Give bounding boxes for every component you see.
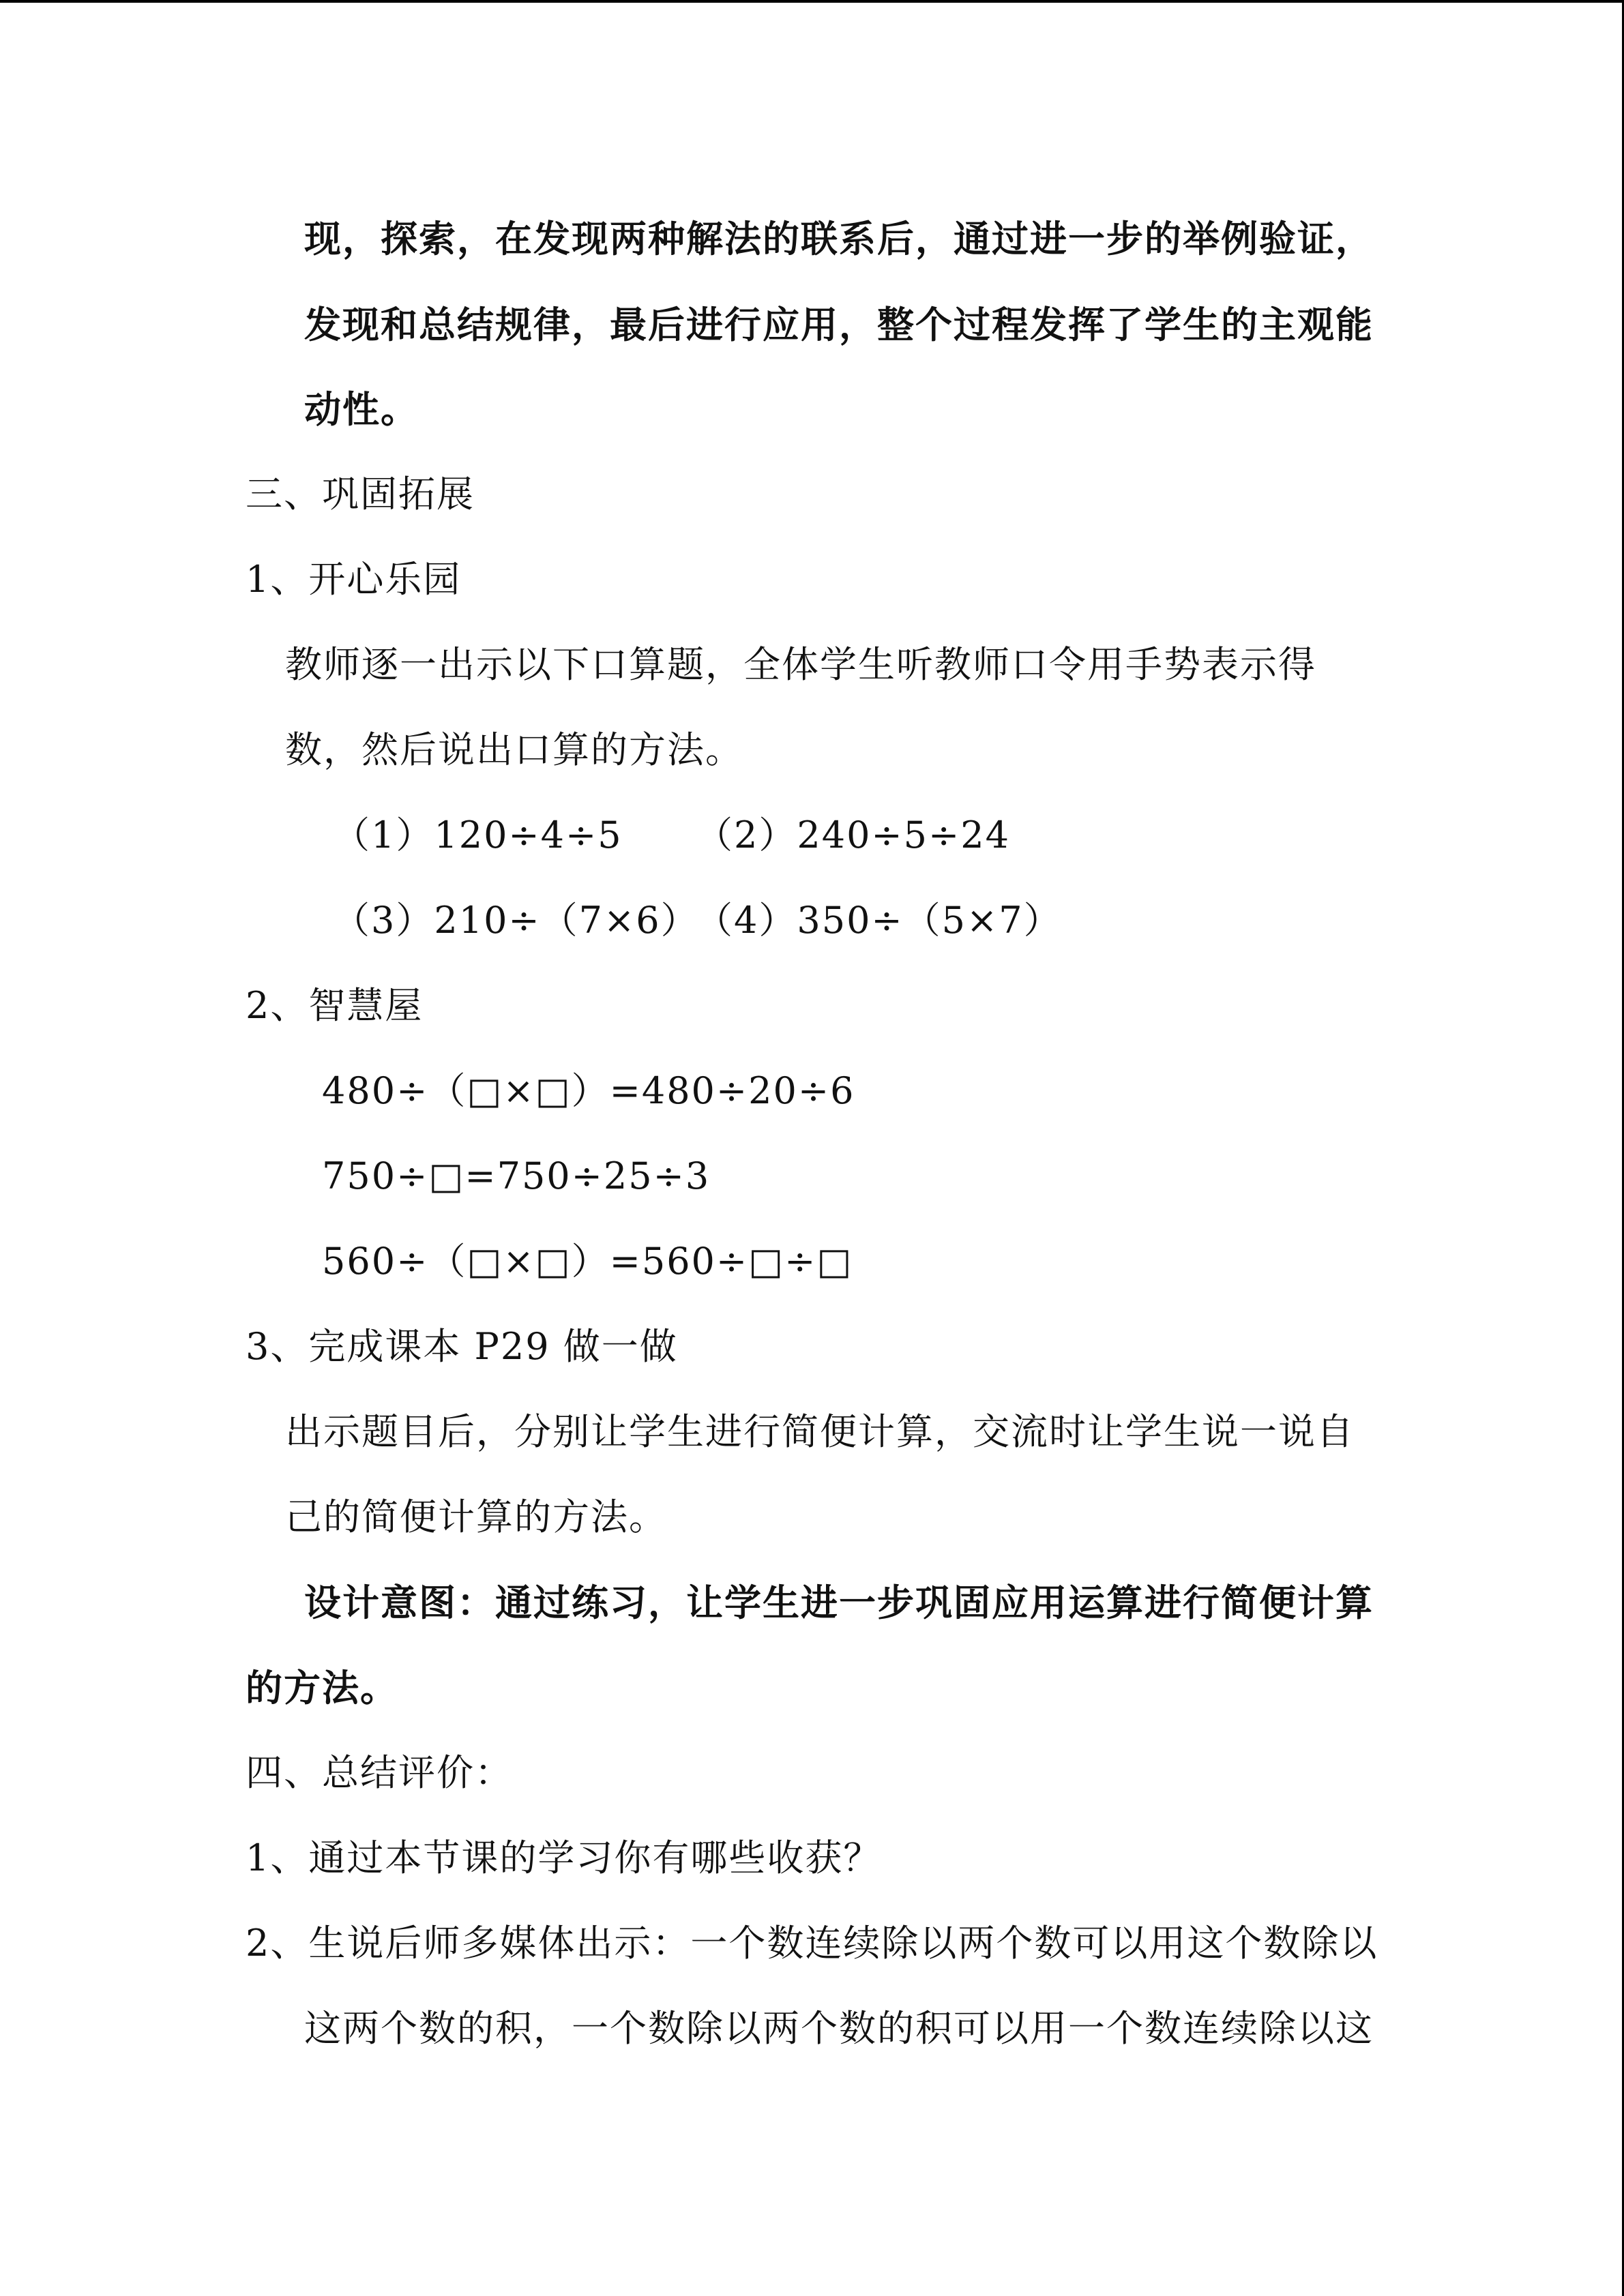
fill-in-equation-2: 750÷□=750÷25÷3: [322, 1154, 711, 1197]
summary-item-2-line-1: 2、生说后师多媒体出示：一个数连续除以两个数可以用这个数除以: [246, 1922, 1378, 1965]
page-top-border: [0, 0, 1624, 3]
design-intent-continued-line-2: 发现和总结规律，最后进行应用，整个过程发挥了学生的主观能: [304, 303, 1374, 346]
design-intent-continued-line-3: 动性。: [304, 387, 419, 431]
paragraph-textbook-line-1: 出示题目后，分别让学生进行简便计算，交流时让学生说一说自: [285, 1410, 1355, 1453]
paragraph-textbook-line-2: 己的简便计算的方法。: [285, 1495, 667, 1538]
paragraph-oral-calc-line-2: 数，然后说出口算的方法。: [285, 728, 743, 771]
fill-in-equation-1: 480÷（□×□）=480÷20÷6: [322, 1069, 855, 1112]
paragraph-oral-calc-line-1: 教师逐一出示以下口算题，全体学生听教师口令用手势表示得: [285, 643, 1316, 686]
section-heading-summary: 四、总结评价：: [246, 1751, 513, 1794]
section-heading-consolidate: 三、巩固拓展: [246, 473, 475, 516]
exercise-item-3: （3）210÷（7×6）: [333, 899, 699, 942]
subsection-heading-textbook: 3、完成课本 P29 做一做: [246, 1325, 678, 1368]
subsection-heading-wisdom-house: 2、智慧屋: [246, 984, 424, 1027]
design-intent-line-1: 设计意图：通过练习，让学生进一步巩固应用运算进行简便计算: [304, 1581, 1374, 1624]
fill-in-equation-3: 560÷（□×□）=560÷□÷□: [322, 1240, 853, 1283]
summary-item-2-line-2: 这两个数的积，一个数除以两个数的积可以用一个数连续除以这: [304, 2007, 1374, 2050]
design-intent-continued-line-1: 现，探索，在发现两种解法的联系后，通过进一步的举例验证，: [304, 217, 1374, 260]
exercise-item-1: （1）120÷4÷5: [333, 814, 623, 856]
exercise-item-2: （2）240÷5÷24: [696, 814, 1010, 856]
design-intent-line-2: 的方法。: [246, 1666, 398, 1710]
subsection-heading-happy-park: 1、开心乐园: [246, 558, 462, 601]
exercise-item-4: （4）350÷（5×7）: [696, 899, 1062, 942]
summary-item-1: 1、通过本节课的学习你有哪些收获？: [246, 1836, 882, 1879]
